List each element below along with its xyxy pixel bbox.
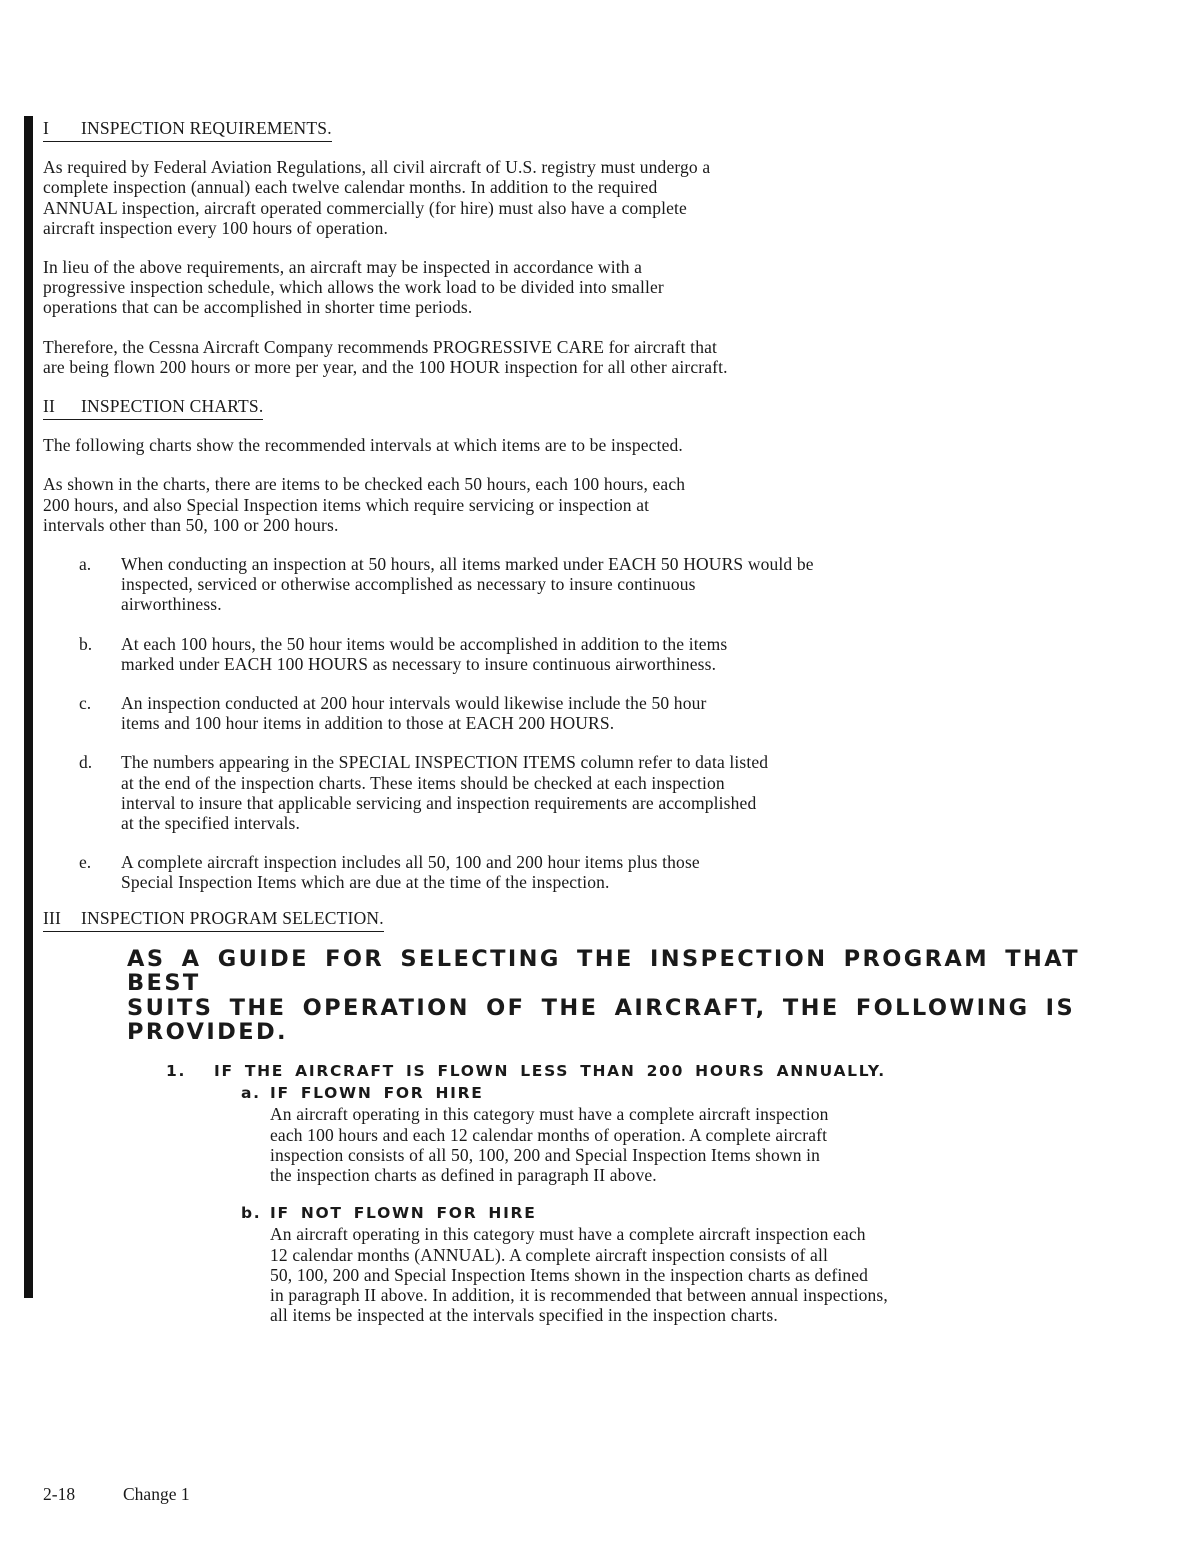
section-1-title: INSPECTION REQUIREMENTS.: [81, 118, 332, 138]
selection-guide-banner: AS A GUIDE FOR SELECTING THE INSPECTION PROGRAM THAT BEST SUITS THE OPERATION OF THE AIRCRAFT, THE FOLLOWING IS PROVIDED.: [127, 945, 1081, 1046]
section-2-title: INSPECTION CHARTS.: [81, 396, 264, 417]
subitem-title: IF FLOWN FOR HIRE: [270, 1084, 484, 1103]
subitem-heading: [241, 1083, 1158, 1103]
list-item: [43, 752, 1158, 833]
list-item-letter: d.: [79, 752, 93, 773]
list-item: [43, 852, 1158, 892]
section-2-number: II: [43, 396, 56, 417]
section-1-number: I: [43, 118, 50, 138]
list-item-text: A complete aircraft inspection includes all 50, 100 and 200 hour items plus those Special Inspection Items which are due at the time of the inspection.: [121, 852, 700, 893]
page-number: 2-18: [43, 1484, 76, 1504]
section-2-paragraph: As shown in the charts, there are items to be checked each 50 hours, each 100 hours, each 200 hours, and also Special Inspection items which require servicing or inspection at intervals other than 50, 100 or 200 hours.: [43, 474, 686, 535]
list-item-text: An inspection conducted at 200 hour intervals would likewise include the 50 hour items and 100 hour items in addition to those at EACH 200 HOURS.: [121, 693, 707, 734]
section-3-heading: [43, 908, 384, 932]
page-footer: [43, 1484, 190, 1505]
section-3-number: III: [43, 907, 62, 928]
section-2-heading: [43, 396, 263, 420]
subitem-flown-for-hire: [241, 1083, 1158, 1185]
subitem-title: IF NOT FLOWN FOR HIRE: [270, 1204, 537, 1223]
item-1-heading: [166, 1061, 1158, 1081]
list-item: [43, 693, 1158, 733]
item-1-title: IF THE AIRCRAFT IS FLOWN LESS THAN 200 HOURS ANNUALLY.: [214, 1061, 886, 1080]
section-1-paragraph: As required by Federal Aviation Regulations, all civil aircraft of U.S. registry must undergo a complete inspection (annual) each twelve calendar months. In addition to the required ANNUAL inspection, aircraft operated commercially (for hire) must also have a complete aircraft inspection every 100 hours of operation.: [43, 157, 711, 238]
section-1-heading: [43, 118, 332, 142]
subitem-not-flown-for-hire: [241, 1203, 1158, 1325]
document-page: [43, 118, 1158, 1343]
list-item-text: The numbers appearing in the SPECIAL INSPECTION ITEMS column refer to data listed at the end of the inspection charts. These items should be checked at each inspection interval to insure that applicable servicing and inspection requirements are accomplished at the specified intervals.: [121, 752, 769, 834]
revision-label: Change 1: [123, 1484, 190, 1504]
subitem-letter: b.: [241, 1204, 262, 1223]
item-1-number: 1.: [166, 1061, 187, 1080]
section-2-paragraph: The following charts show the recommended intervals at which items are to be inspected.: [43, 435, 683, 456]
list-item-letter: c.: [79, 693, 92, 714]
inspection-charts-list: [43, 554, 1158, 893]
subitem-text: An aircraft operating in this category must have a complete aircraft inspection each 100 hours and each 12 calendar months of operation. A complete aircraft inspection consists of all 50, 100, 200 and Special Inspection Items shown in the inspection charts as defined in paragraph II above.: [270, 1104, 829, 1185]
subitem-text: An aircraft operating in this category must have a complete aircraft inspection each 12 calendar months (ANNUAL). A complete aircraft inspection consists of all 50, 100, 200 and Special Inspection Items shown in the inspection charts as defined in paragraph II above. In addition, it is recommended that between annual inspections, all items be inspected at the intervals specified in the inspection charts.: [270, 1224, 888, 1326]
list-item-text: When conducting an inspection at 50 hours, all items marked under EACH 50 HOURS would be inspected, serviced or otherwise accomplished as necessary to insure continuous airworthiness.: [121, 554, 814, 615]
section-1-paragraph: In lieu of the above requirements, an aircraft may be inspected in accordance with a progressive inspection schedule, which allows the work load to be divided into smaller operations that can be accomplished in shorter time periods.: [43, 257, 664, 318]
list-item: [43, 634, 1158, 674]
subitem-heading: [241, 1203, 1158, 1223]
section-3-title: INSPECTION PROGRAM SELECTION.: [81, 907, 384, 928]
list-item-letter: b.: [79, 633, 93, 654]
list-item-text: At each 100 hours, the 50 hour items would be accomplished in addition to the items marked under EACH 100 HOURS as necessary to insure continuous airworthiness.: [121, 633, 728, 674]
subitem-letter: a.: [241, 1084, 261, 1103]
list-item: [43, 554, 1158, 615]
change-bar: [24, 116, 33, 1298]
list-item-letter: a.: [79, 554, 92, 575]
section-1-paragraph: Therefore, the Cessna Aircraft Company recommends PROGRESSIVE CARE for aircraft that are being flown 200 hours or more per year, and the 100 HOUR inspection for all other aircraft.: [43, 336, 728, 377]
list-item-letter: e.: [79, 852, 92, 873]
